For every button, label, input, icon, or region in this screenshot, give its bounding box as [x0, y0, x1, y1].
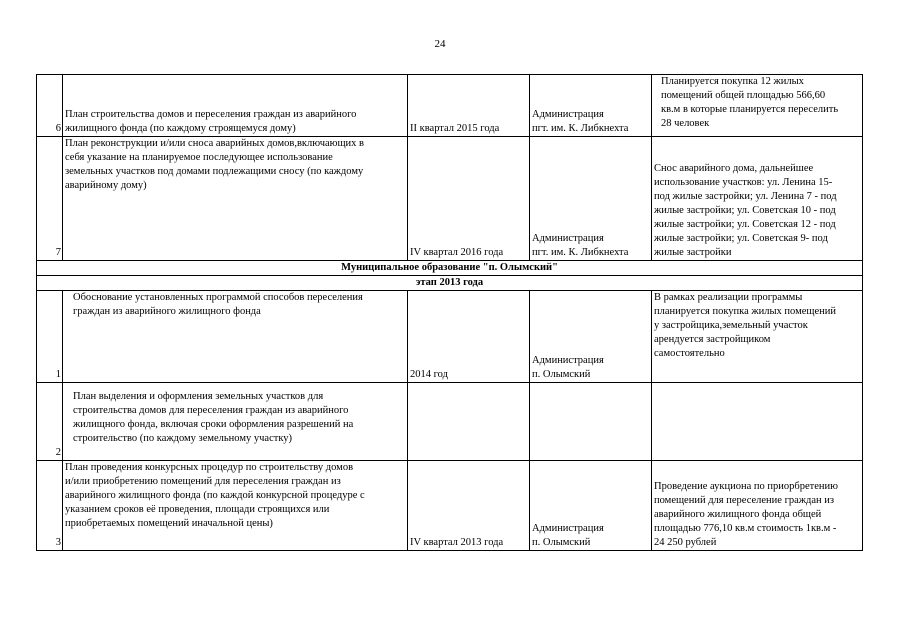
plan-cell: План реконструкции и/или сноса аварийных домов,включающих в себя указание на планируемое последующее использование земельных участков под домами подлежащими сносу (по каждому аварийному дому) — [63, 137, 408, 261]
result-cell: Планируется покупка 12 жилых помещений общей площадью 566,60 кв.м в которые планируется переселить 28 человек — [652, 75, 863, 137]
period-cell: II квартал 2015 года — [408, 75, 530, 137]
section-title: Муниципальное образование "п. Олымский" — [37, 261, 863, 276]
program-table — [36, 74, 863, 551]
table-row-1 — [37, 291, 863, 383]
plan-cell: План проведения конкурсных процедур по строительству домов и/или приобретению помещений для переселения граждан из аварийного жилищного фонда (по каждой конкурсной процедуре с указанием сроков её проведения, площади строящихся или приобретаемых помещений иначальной цены) — [63, 461, 408, 551]
table-row-6 — [37, 75, 863, 137]
responsible-cell: Администрация пгт. им. К. Либкнехта — [530, 75, 652, 137]
row-number: 2 — [37, 383, 63, 461]
period-cell: IV квартал 2013 года — [408, 461, 530, 551]
period-cell: 2014 год — [408, 291, 530, 383]
responsible-cell: Администрация пгт. им. К. Либкнехта — [530, 137, 652, 261]
result-cell — [652, 383, 863, 461]
responsible-cell: Администрация п. Олымский — [530, 291, 652, 383]
row-number: 1 — [37, 291, 63, 383]
plan-cell: План выделения и оформления земельных участков для строительства домов для переселения граждан из аварийного жилищного фонда, включая сроки оформления разрешений на строительство (по каждому земельному участку) — [63, 383, 408, 461]
result-cell: Проведение аукциона по приорбретению помещений для переселение граждан из аварийного жилищного фонда общей площадью 776,10 кв.м стоимость 1кв.м - 24 250 рублей — [652, 461, 863, 551]
result-cell: Снос аварийного дома, дальнейшее использование участков: ул. Ленина 15- под жилые застройки; ул. Ленина 7 - под жилые застройки; ул. Советская 10 - под жилые застройки; ул. Советская 12 - под жилые застройки; ул. Советская 9- под жилые застройки — [652, 137, 863, 261]
responsible-cell — [530, 383, 652, 461]
plan-cell: План строительства домов и переселения граждан из аварийного жилищного фонда (по каждому строящемуся дому) — [63, 75, 408, 137]
page-number: 24 — [434, 38, 446, 50]
table-row-2 — [37, 383, 863, 461]
stage-header-row — [37, 276, 863, 291]
stage-title: этап 2013 года — [37, 276, 863, 291]
row-number: 7 — [37, 137, 63, 261]
section-header-row — [37, 261, 863, 276]
row-number: 3 — [37, 461, 63, 551]
row-number: 6 — [37, 75, 63, 137]
period-cell: IV квартал 2016 года — [408, 137, 530, 261]
plan-cell: Обоснование установленных программой способов переселения граждан из аварийного жилищного фонда — [63, 291, 408, 383]
table-row-7 — [37, 137, 863, 261]
responsible-cell: Администрация п. Олымский — [530, 461, 652, 551]
result-cell: В рамках реализации программы планируется покупка жилых помещений у застройщика,земельный участок арендуется застройщиком самостоятельно — [652, 291, 863, 383]
table-row-3 — [37, 461, 863, 551]
period-cell — [408, 383, 530, 461]
